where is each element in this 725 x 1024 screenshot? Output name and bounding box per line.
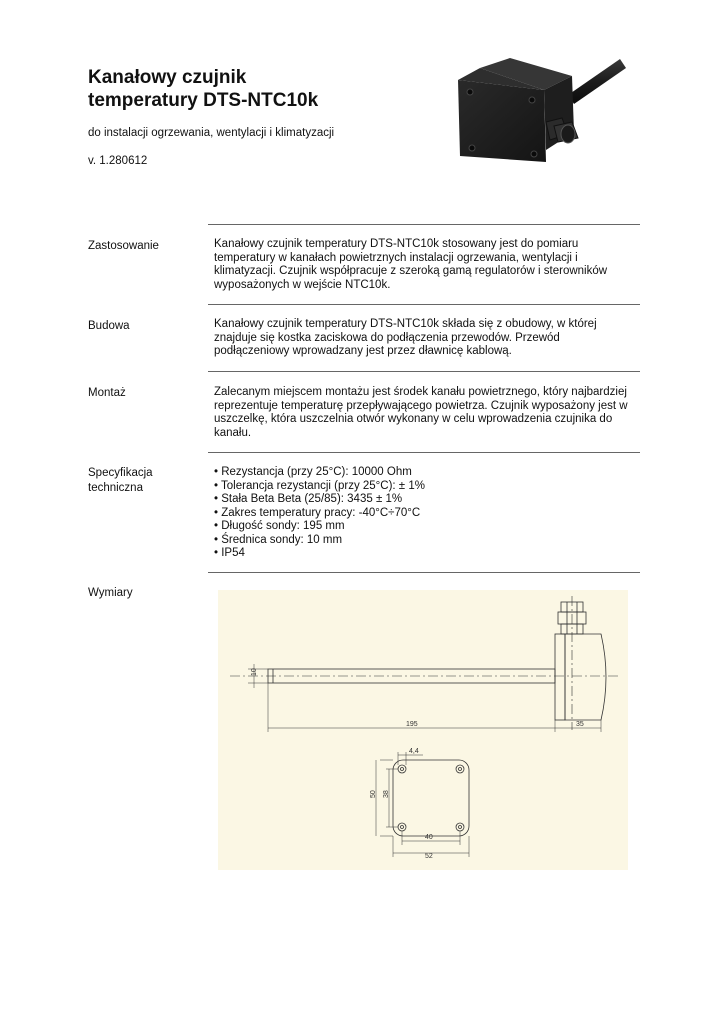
dim-hole: 4,4 <box>409 748 419 755</box>
spec-label-line-1: Specyfikacja <box>88 467 153 479</box>
dimension-drawing-svg <box>218 590 628 870</box>
dim-height-outer: 50 <box>370 790 377 798</box>
spec-item: • Zakres temperatury pracy: -40°C÷70°C <box>214 506 421 519</box>
dim-probe-length: 195 <box>406 721 418 728</box>
spec-item: • Średnica sondy: 10 mm <box>214 533 343 546</box>
spec-item: • Stała Beta Beta (25/85): 3435 ± 1% <box>214 493 403 505</box>
dim-width-outer: 52 <box>425 853 433 860</box>
spec-item: • Tolerancja rezystancji (przy 25°C): ± 1% <box>214 479 425 492</box>
dim-probe-diameter: 10 <box>251 668 258 676</box>
section-label-wymiary: Wymiary <box>88 587 133 599</box>
spec-label-line-2: techniczna <box>88 482 143 494</box>
section-text-montaz: Zalecanym miejscem montażu jest środek kanału powietrznego, który najbardziej reprezentuje temperaturę przepływającego powietrza. Czujnik wyposażony jest w uszczelkę, która uszczelnia otwór wykonany w celu wprowadzenia czujnika do kanału. <box>214 386 628 439</box>
product-image <box>450 50 640 175</box>
dim-width-inner: 40 <box>425 834 433 841</box>
spec-item: • Długość sondy: 195 mm <box>214 520 345 532</box>
dim-box-depth: 35 <box>576 721 584 728</box>
dimension-drawing <box>218 590 628 870</box>
divider <box>208 224 640 225</box>
section-label-budowa: Budowa <box>88 320 130 332</box>
divider <box>208 371 640 372</box>
page-title <box>88 66 318 112</box>
divider <box>208 452 640 453</box>
section-label-specyfikacja <box>88 466 153 496</box>
spec-list-container <box>214 466 634 561</box>
spec-item: • IP54 <box>214 547 245 559</box>
section-text-zastosowanie: Kanałowy czujnik temperatury DTS-NTC10k stosowany jest do pomiaru temperatury w kanałach powietrznych instalacji ogrzewania, wentylacji i klimatyzacji. Czujnik współpracuje z szeroką gamą regulatorów i sterowników wyposażonych w wejście NTC10k. <box>214 238 608 291</box>
spec-item: • Rezystancja (przy 25°C): 10000 Ohm <box>214 466 412 478</box>
divider <box>208 572 640 573</box>
version-label: v. 1.280612 <box>88 155 148 167</box>
section-label-montaz: Montaż <box>88 387 126 399</box>
dim-height-inner: 38 <box>383 790 390 798</box>
title-line-2: temperatury DTS-NTC10k <box>88 90 319 111</box>
subtitle: do instalacji ogrzewania, wentylacji i klimatyzacji <box>88 127 335 139</box>
title-line-1: Kanałowy czujnik <box>88 67 247 88</box>
section-text-budowa: Kanałowy czujnik temperatury DTS-NTC10k składa się z obudowy, w której znajduje się kostka zaciskowa do podłączenia przewodów. Przewód podłączeniowy wprowadzany jest przez dławnicę kablową. <box>214 318 597 357</box>
divider <box>208 304 640 305</box>
section-label-zastosowanie: Zastosowanie <box>88 240 159 252</box>
spec-list <box>214 466 634 561</box>
